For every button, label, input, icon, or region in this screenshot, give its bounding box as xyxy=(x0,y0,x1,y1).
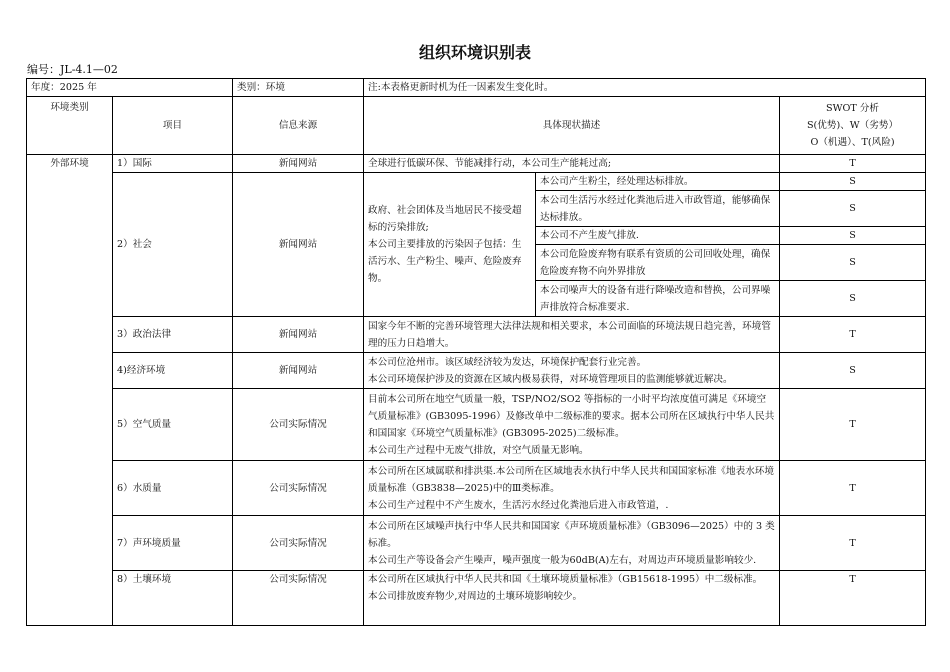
row-item: 8）土壤环境 xyxy=(113,571,233,626)
row-swot: T xyxy=(780,389,926,461)
row-swot: S xyxy=(780,281,926,317)
document-number: 编号：JL-4.1—02 xyxy=(27,63,118,76)
row-swot: S xyxy=(780,245,926,281)
row-source: 公司实际情况 xyxy=(233,516,364,571)
table-row xyxy=(27,461,926,516)
swot-title: SWOT 分析 xyxy=(826,103,879,114)
row-swot: T xyxy=(780,155,926,173)
year-cell: 年度：2025 年 xyxy=(27,79,233,97)
table-row xyxy=(27,571,926,626)
table-row xyxy=(27,389,926,461)
row-desc: 本公司位沧州市。该区域经济较为发达，环境保护配套行业完善。 本公司环境保护涉及的资源在区域内极易获得，对环境管理项目的监测能够就近解决。 xyxy=(364,353,780,389)
row-item: 7）声环境质量 xyxy=(113,516,233,571)
category-cell: 类别：环境 xyxy=(233,79,364,97)
row-item: 1）国际 xyxy=(113,155,233,173)
table-row xyxy=(27,353,926,389)
row-sub-desc: 本公司噪声大的设备有进行降噪改造和替换，公司界噪声排放符合标准要求. xyxy=(536,281,780,317)
row-desc: 全球进行低碳环保、节能减排行动，本公司生产能耗过高; xyxy=(364,155,780,173)
row-desc: 本公司所在区域噪声执行中华人民共和国国家《声环境质量标准》（GB3096—2025）中的 3 类标准。 本公司生产等设备会产生噪声，噪声强度一般为60dB(A)左右，对周边声环境质量影响较少. xyxy=(364,516,780,571)
row-source: 新闻网站 xyxy=(233,317,364,353)
row-desc: 国家今年不断的完善环境管理大法律法规和相关要求，本公司面临的环境法规日趋完善，环境管理的压力日趋增大。 xyxy=(364,317,780,353)
row-swot: T xyxy=(780,461,926,516)
row-swot: S xyxy=(780,173,926,191)
swot-ot: O（机遇）、T(风险) xyxy=(810,137,895,148)
table-row xyxy=(27,317,926,353)
table-row xyxy=(27,155,926,173)
row-item: 3）政治法律 xyxy=(113,317,233,353)
row-swot: T xyxy=(780,317,926,353)
row-desc: 本公司所在区域属联和排洪渠.本公司所在区域地表水执行中华人民共和国国家标准《地表水环境质量标准（GB3838—2025)中的Ⅲ类标准。 本公司生产过程中不产生废水，生活污水经过化粪池后进入市政管道，. xyxy=(364,461,780,516)
header-source: 信息来源 xyxy=(233,97,364,155)
row-swot: S xyxy=(780,227,926,245)
row-desc: 目前本公司所在地空气质量一般，TSP/NO2/SO2 等指标的一小时平均浓度值可满足《环境空气质量标准》(GB3095-1996）及修改单中二级标准的要求。据本公司所在区域执行中华人民共和国国家《环境空气质量标准》(GB3095-2025)二级标准。 本公司生产过程中无废气排放，对空气质量无影响。 xyxy=(364,389,780,461)
row-item: 2）社会 xyxy=(113,173,233,317)
header-desc: 具体现状描述 xyxy=(364,97,780,155)
row-source: 新闻网站 xyxy=(233,173,364,317)
header-swot xyxy=(780,97,926,155)
header-env-type: 环境类别 xyxy=(27,97,113,155)
table-row xyxy=(27,173,926,191)
row-swot: S xyxy=(780,191,926,227)
swot-sw: S(优势)、W（劣势） xyxy=(806,120,899,131)
row-item: 4)经济环境 xyxy=(113,353,233,389)
row-source: 公司实际情况 xyxy=(233,389,364,461)
section-label: 外部环境 xyxy=(27,155,113,626)
environment-table xyxy=(26,78,926,626)
row-source: 公司实际情况 xyxy=(233,461,364,516)
row-swot: T xyxy=(780,516,926,571)
row-sub-desc: 本公司生活污水经过化粪池后进入市政管道，能够确保达标排放。 xyxy=(536,191,780,227)
row-sub-desc: 本公司不产生废气排放. xyxy=(536,227,780,245)
row-sub-desc: 本公司产生粉尘，经处理达标排放。 xyxy=(536,173,780,191)
note-cell: 注:本表格更新时机为任一因素发生变化时。 xyxy=(364,79,926,97)
row-sub-desc: 本公司危险废弃物有联系有资质的公司回收处理，确保危险废弃物不向外界排放 xyxy=(536,245,780,281)
table-row xyxy=(27,516,926,571)
row-item: 6）水质量 xyxy=(113,461,233,516)
row-source: 新闻网站 xyxy=(233,155,364,173)
row-mid-desc: 政府、社会团体及当地居民不接受超标的污染排放; 本公司主要排放的污染因子包括：生活污水、生产粉尘、噪声、危险废弃物。 xyxy=(364,173,536,317)
row-swot: S xyxy=(780,353,926,389)
row-source: 公司实际情况 xyxy=(233,571,364,626)
header-item: 项目 xyxy=(113,97,233,155)
page-title: 组织环境识别表 xyxy=(418,43,531,62)
row-source: 新闻网站 xyxy=(233,353,364,389)
row-swot: T xyxy=(780,571,926,626)
row-desc: 本公司所在区域执行中华人民共和国《土壤环境质量标准》（GB15618-1995）中二级标准。 本公司排放废弃物少,对周边的土壤环境影响较少。 xyxy=(364,571,780,626)
row-item: 5）空气质量 xyxy=(113,389,233,461)
